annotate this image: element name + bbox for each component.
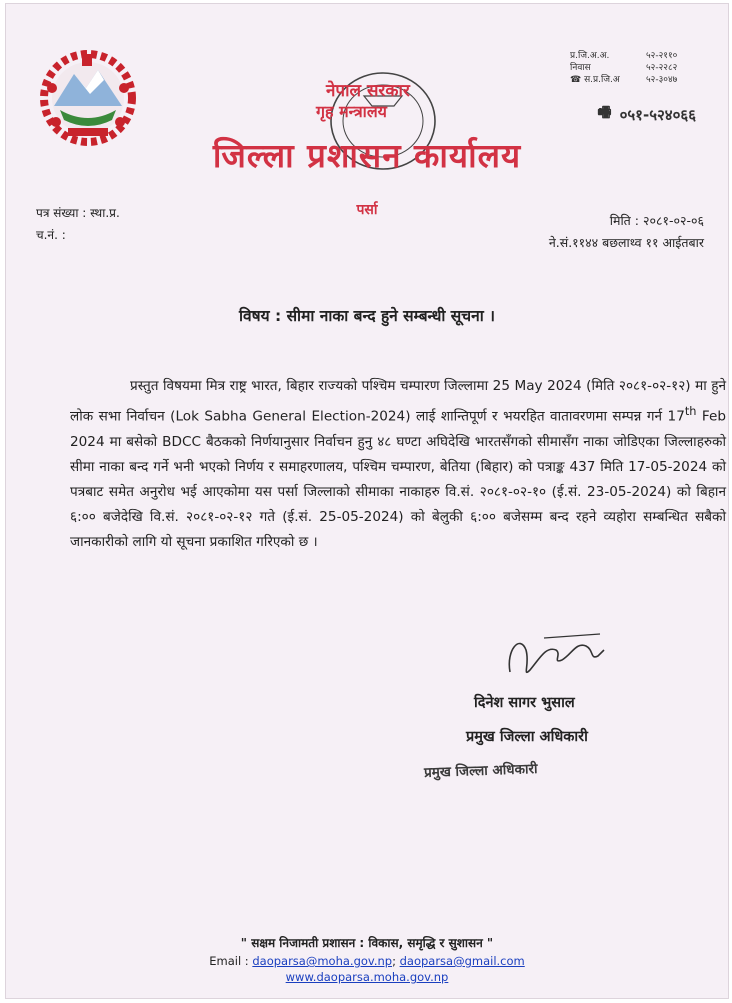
contact-number: ५२-३०४७ [646, 75, 678, 85]
contact-label: प्र.जि.अ.अ. [570, 51, 610, 61]
district-name: पर्सा [356, 202, 378, 218]
designation-stamp: प्रमुख जिल्ला अधिकारी [423, 761, 538, 781]
email-link-secondary[interactable]: daoparsa@gmail.com [399, 954, 525, 968]
reference-right [549, 210, 704, 254]
contact-number: ५२-२११० [646, 51, 678, 61]
footer-emails [6, 954, 728, 968]
fax-icon: 🖷 [597, 103, 612, 121]
email-link-primary[interactable]: daoparsa@moha.gov.np [252, 954, 393, 968]
footer-motto: " सक्षम निजामती प्रशासन : विकास, समृद्धि र सुशासन " [240, 936, 494, 950]
government-name: नेपाल सरकार [326, 81, 410, 101]
letter-number: पत्र संख्या : स्था.प्र. [36, 206, 120, 220]
contact-row [540, 62, 700, 74]
reference-left [36, 202, 120, 246]
letter-date: मिति : २०८१-०२-०६ [609, 213, 704, 228]
phone-icon: ☎ [570, 75, 585, 85]
notice-paragraph [70, 374, 726, 555]
contact-number: ५२-२२८२ [646, 63, 678, 73]
body-text-part-1: प्रस्तुत विषयमा मित्र राष्ट्र भारत, बिहार राज्यको पश्चिम चम्पारण जिल्लामा 25 May 2024 (मिति २०८१-०२-१२) मा हुने लोक सभा निर्वाचन (Lok Sabha General Election-2024) लाई शान्तिपूर्ण र भयरहित वातावरणमा सम्पन्न गर्न 17 [70, 378, 726, 425]
website-link[interactable]: www.daoparsa.moha.gov.np [285, 970, 449, 984]
ministry-name: गृह मन्त्रालय [316, 102, 387, 121]
handwritten-signature [500, 620, 610, 684]
fax-line [597, 102, 696, 127]
contact-row [540, 74, 700, 86]
nepal-sambat-date: ने.सं.११४४ बछलाथ्व ११ आईतबार [548, 235, 704, 250]
email-separator: ; [392, 954, 396, 968]
contact-label-text: स.प्र.जि.अ [584, 75, 620, 85]
contact-row [540, 50, 700, 62]
dispatch-number: च.नं. : [36, 228, 66, 242]
ordinal-suffix: th [684, 404, 697, 418]
contact-list [540, 50, 700, 86]
email-label: Email : [209, 954, 249, 968]
contact-label [570, 74, 632, 86]
office-title: जिल्ला प्रशासन कार्यालय [212, 136, 522, 175]
notice-body [70, 374, 726, 555]
signatory-name: दिनेश सागर भुसाल [474, 695, 575, 711]
contact-label: निवास [570, 63, 591, 73]
body-text-part-2: Feb 2024 मा बसेको BDCC बैठकको निर्णयानुसार निर्वाचन हुनु ४८ घण्टा अघिदेखि भारतसँगको सीमासँग नाका जोडिएका जिल्लाहरुको सीमा नाका बन्द गर्ने भनी भएको निर्णय र समाहरणालय, पश्चिम चम्पारण, बेतिया (बिहार) को पत्राङ्क 437 मिति 17-05-2024 को पत्रबाट समेत अनुरोध भई आएकोमा यस पर्सा जिल्लाको सीमाका नाकाहरु वि.सं. २०८१-०२-१० (ई.सं. 23-05-2024) को बिहान ६:०० बजेदेखि वि.सं. २०८१-०२-१२ गते (ई.सं. 25-05-2024) को बेलुकी ६:०० बजेसम्म बन्द रहने व्यहोरा सम्बन्धित सबैको जानकारीको लागि यो सूचना प्रकाशित गरिएको छ । [70, 408, 727, 550]
subject-line: विषय : सीमा नाका बन्द हुने सम्बन्धी सूचना । [239, 307, 495, 325]
notice-page [5, 3, 729, 999]
signatory-designation: प्रमुख जिल्ला अधिकारी [466, 729, 588, 745]
fax-number: ०५१-५२४०६६ [619, 105, 696, 124]
